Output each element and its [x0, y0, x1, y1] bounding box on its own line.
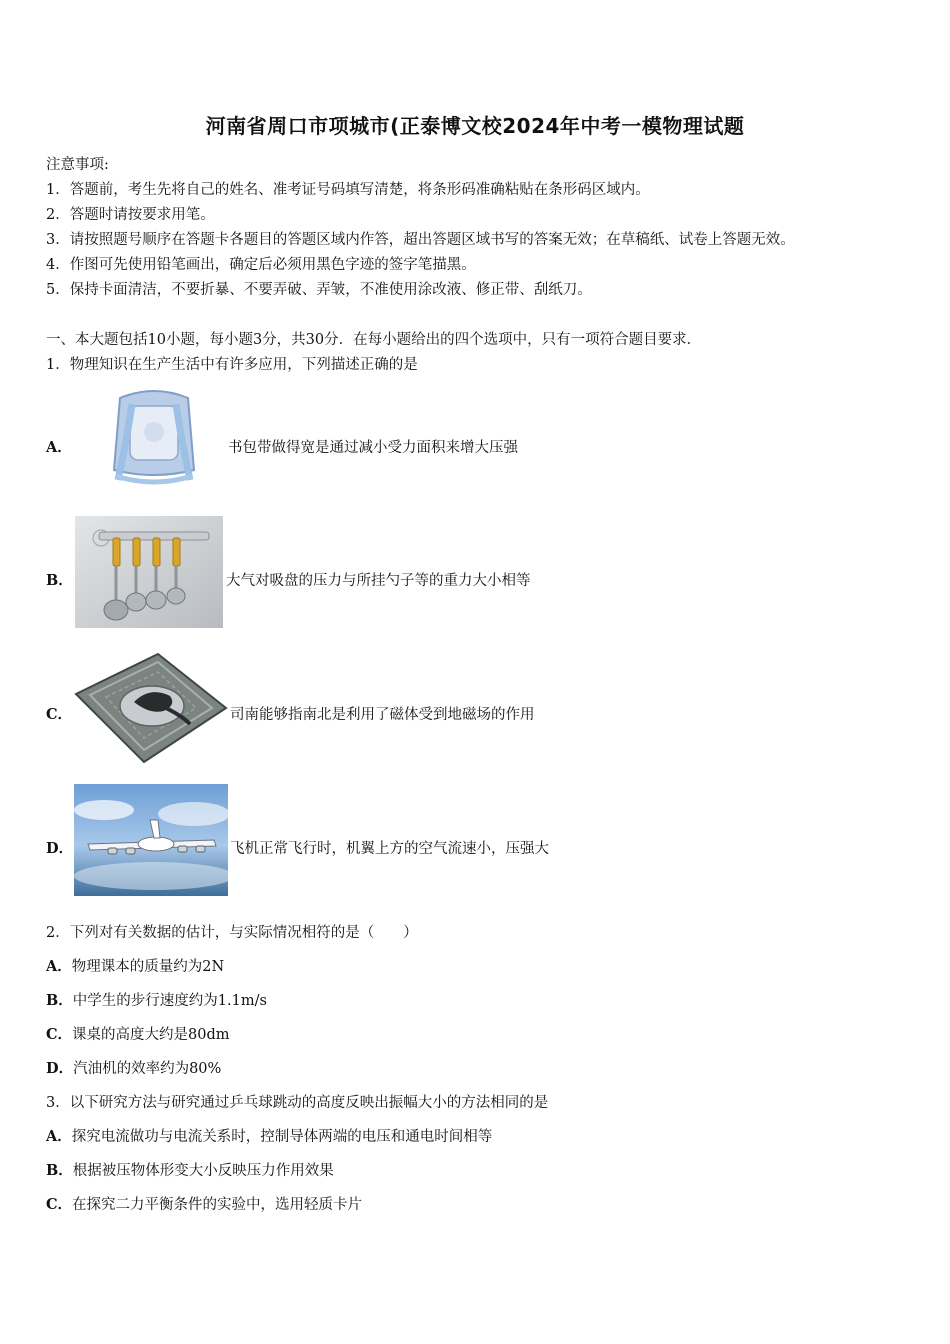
option-label: D．: [46, 840, 74, 857]
question-2-stem: 2．下列对有关数据的估计，与实际情况相符的是（ ）: [46, 925, 418, 941]
notice-heading: 注意事项:: [46, 157, 109, 173]
option-label: B．: [46, 572, 73, 589]
option-label: A．: [46, 439, 72, 456]
option-text: 书包带做得宽是通过减小受力面积来增大压强: [228, 440, 518, 456]
notice-item: 3．请按照题号顺序在答题卡各题目的答题区域内作答，超出答题区域书写的答案无效；在草稿纸、试卷上答题无效。: [46, 232, 795, 248]
backpack-image: [96, 384, 212, 494]
suction-hook-spoons-image: [75, 516, 223, 628]
option-text: 飞机正常飞行时，机翼上方的空气流速小，压强大: [230, 841, 549, 857]
airplane-image: [74, 784, 228, 896]
sinan-compass-image: [72, 650, 228, 765]
notice-item: 1．答题前，考生先将自己的姓名、准考证号码填写清楚，将条形码准确粘贴在条形码区域内。: [46, 182, 650, 198]
option-text: 大气对吸盘的压力与所挂勺子等的重力大小相等: [226, 573, 531, 589]
notice-item: 4．作图可先使用铅笔画出，确定后必须用黑色字迹的签字笔描黑。: [46, 257, 476, 273]
question-3-stem: 3．以下研究方法与研究通过乒乓球跳动的高度反映出振幅大小的方法相同的是: [46, 1095, 549, 1111]
question-2-option: A．物理课本的质量约为2N: [46, 958, 225, 975]
notice-item: 2．答题时请按要求用笔。: [46, 207, 215, 223]
page-title: 河南省周口市项城市(正泰博文校2024年中考一模物理试题: [205, 114, 745, 138]
option-text: 司南能够指南北是利用了磁体受到地磁场的作用: [230, 707, 535, 723]
question-3-option: C．在探究二力平衡条件的实验中，选用轻质卡片: [46, 1196, 363, 1213]
question-3-option: B．根据被压物体形变大小反映压力作用效果: [46, 1162, 334, 1179]
question-2-option: D．汽油机的效率约为80%: [46, 1060, 222, 1077]
section-heading: 一、本大题包括10小题，每小题3分，共30分．在每小题给出的四个选项中，只有一项符合题目要求．: [46, 332, 702, 348]
question-3-option: A．探究电流做功与电流关系时，控制导体两端的电压和通电时间相等: [46, 1128, 493, 1145]
question-1-stem: 1．物理知识在生产生活中有许多应用，下列描述正确的是: [46, 357, 418, 373]
question-2-option: C．课桌的高度大约是80dm: [46, 1026, 230, 1043]
question-2-option: B．中学生的步行速度约为1.1m/s: [46, 992, 267, 1009]
notice-item: 5．保持卡面清洁，不要折暴、不要弄破、弄皱，不准使用涂改液、修正带、刮纸刀。: [46, 282, 592, 298]
option-label: C．: [46, 706, 73, 723]
